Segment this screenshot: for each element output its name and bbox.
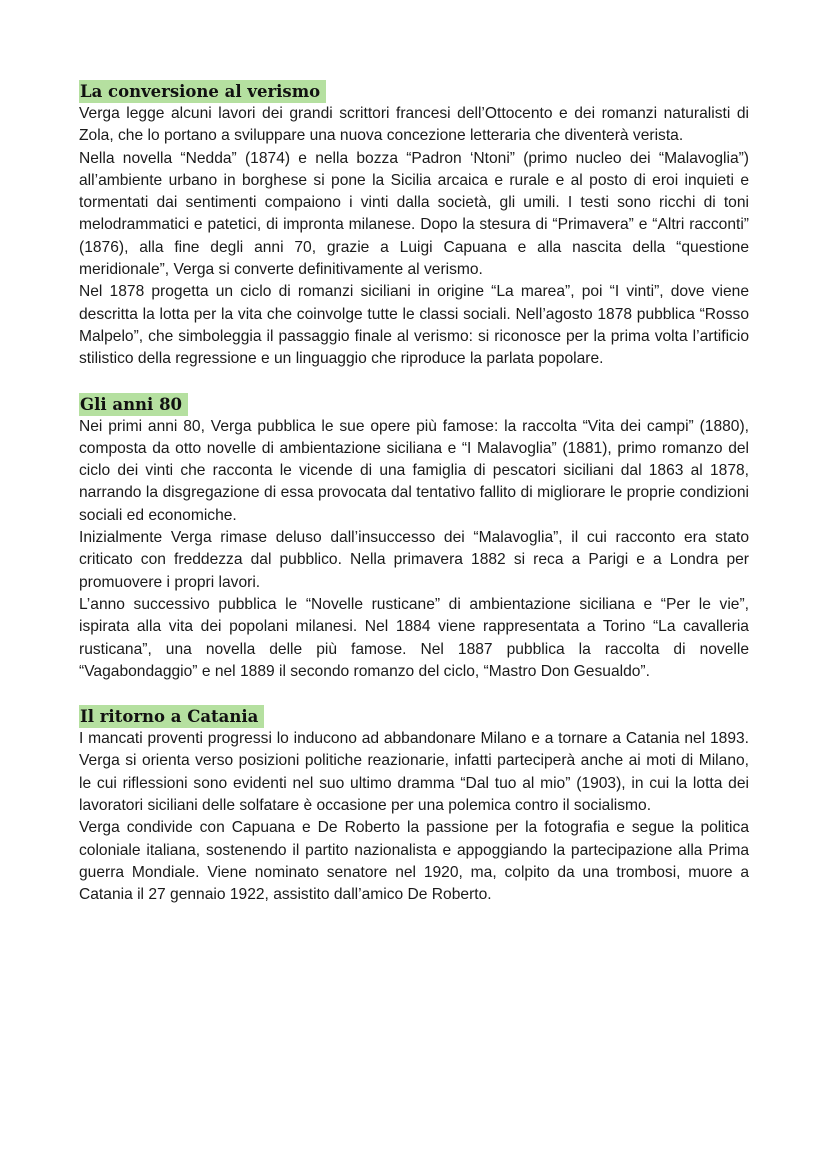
paragraph: L’anno successivo pubblica le “Novelle rusticane” di ambientazione siciliana e “Per le vie”, ispirata alla vita dei popolani milanesi. Nel 1884 viene rappresentata a Torino “La cavalleria rusticana”, una novella delle più famose. Nel 1887 pubblica la raccolta di novelle “Vagabondaggio” e nel 1889 il secondo romanzo del ciclo, “Mastro Don Gesualdo”. bbox=[79, 595, 749, 680]
section-ritorno-catania bbox=[79, 705, 749, 906]
paragraph: Verga condivide con Capuana e De Roberto la passione per la fotografia e segue la politica coloniale italiana, sostenendo il partito nazionalista e appoggiando la partecipazione alla Prima guerra Mondiale. Viene nominato senatore nel 1920, ma, colpito da una trombosi, muore a Catania il 27 gennaio 1922, assistito dall’amico De Roberto. bbox=[79, 819, 749, 904]
paragraph: Nel 1878 progetta un ciclo di romanzi siciliani in origine “La marea”, poi “I vinti”, dove viene descritta la lotta per la vita che coinvolge tutte le classi sociali. Nell’agosto 1878 pubblica “Rosso Malpelo”, che simboleggia il passaggio finale al verismo: si riconosce per la prima volta l’artificio stilistico della regressione e un linguaggio che riproduce la parlata popolare. bbox=[79, 283, 749, 368]
section-heading: Gli anni 80 bbox=[79, 393, 188, 416]
section-heading: Il ritorno a Catania bbox=[79, 705, 264, 728]
section-heading: La conversione al verismo bbox=[79, 80, 326, 103]
paragraph: Verga legge alcuni lavori dei grandi scrittori francesi dell’Ottocento e dei romanzi naturalisti di Zola, che lo portano a sviluppare una nuova concezione letteraria che diventerà verista. bbox=[79, 105, 749, 145]
paragraph: Nella novella “Nedda” (1874) e nella bozza “Padron ‘Ntoni” (primo nucleo dei “Malavoglia”) all’ambiente urbano in borghese si pone la Sicilia arcaica e rurale e al posto di eroi inquieti e tormentati dai sentimenti compaiono i vinti dalla società, gli umili. I testi sono ricchi di toni melodrammatici e patetici, di impronta milanese. Dopo la stesura di “Primavera” e “Altri racconti” (1876), alla fine degli anni 70, grazie a Luigi Capuana e alla nascita della “questione meridionale”, Verga si converte definitivamente al verismo. bbox=[79, 149, 749, 279]
paragraph: Inizialmente Verga rimase deluso dall’insuccesso dei “Malavoglia”, il cui racconto era stato criticato con freddezza dal pubblico. Nella primavera 1882 si reca a Parigi e a Londra per promuovere i propri lavori. bbox=[79, 529, 749, 591]
section-conversione-verismo bbox=[79, 80, 749, 371]
document-page bbox=[79, 80, 749, 929]
paragraph: I mancati proventi progressi lo inducono ad abbandonare Milano e a tornare a Catania nel 1893. Verga si orienta verso posizioni politiche reazionarie, infatti parteciperà anche ai moti di Milano, le cui riflessioni sono evidenti nel suo ultimo dramma “Dal tuo al mio” (1903), in cui la lotta dei lavoratori siciliani delle solfatare è occasione per una polemica contro il socialismo. bbox=[79, 730, 749, 815]
paragraph: Nei primi anni 80, Verga pubblica le sue opere più famose: la raccolta “Vita dei campi” (1880), composta da otto novelle di ambientazione siciliana e “I Malavoglia” (1881), primo romanzo del ciclo dei vinti che racconta le vicende di una famiglia di pescatori siciliani dal 1863 al 1878, narrando la disgregazione di essa provocata dal tentativo fallito di migliorare le proprie condizioni sociali ed economiche. bbox=[79, 417, 749, 524]
section-anni-80 bbox=[79, 393, 749, 684]
